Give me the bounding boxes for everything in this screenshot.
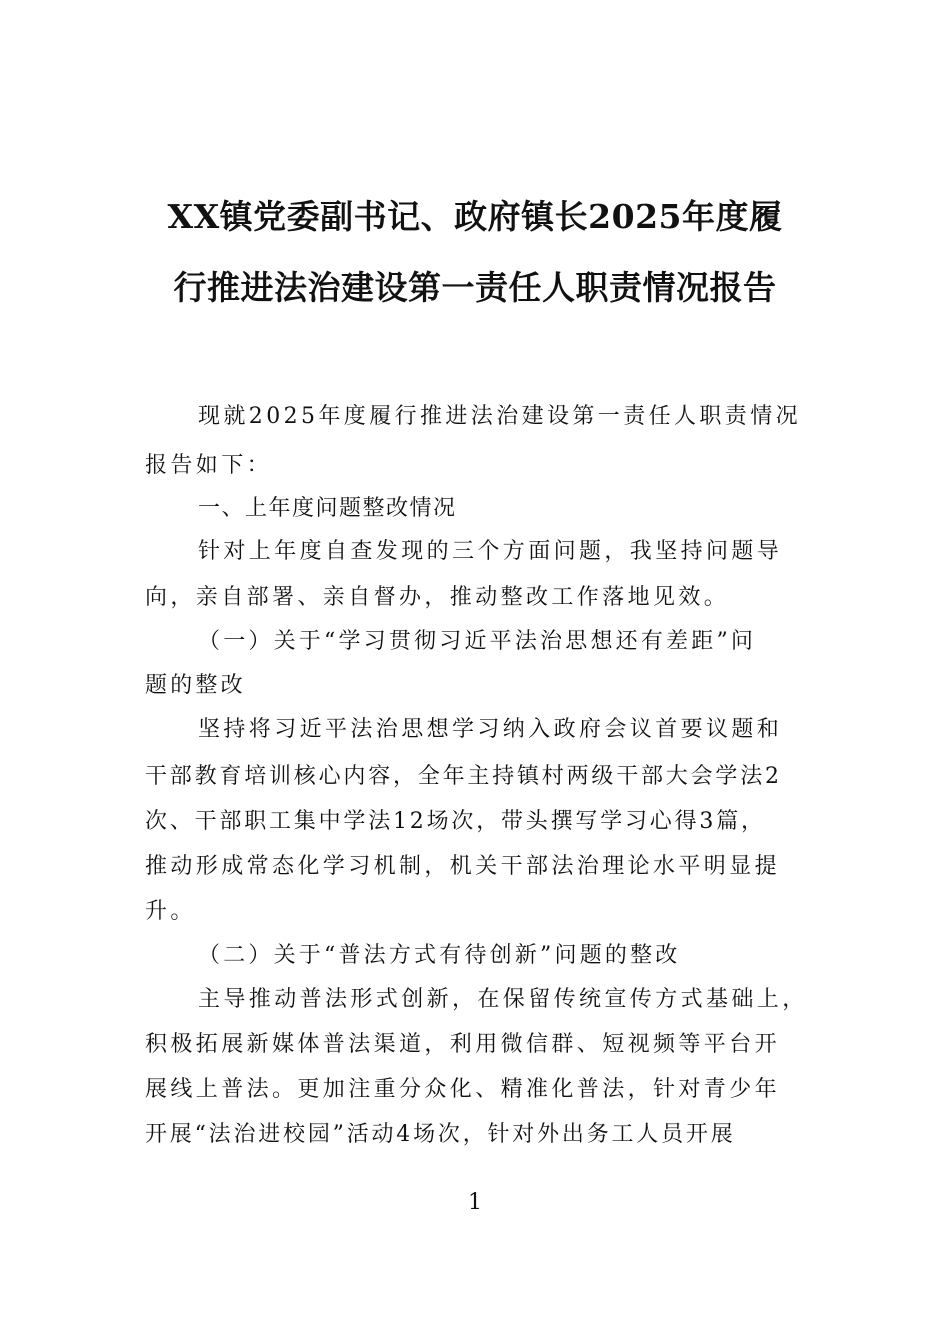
intro-line-1: 现就2025年度履行推进法治建设第一责任人职责情况 <box>198 404 801 429</box>
paragraph-1-line-1: 针对上年度自查发现的三个方面问题，我坚持问题导 <box>198 539 783 564</box>
page-number: 1 <box>468 1190 482 1215</box>
paragraph-3-line-1: 主导推动普法形式创新，在保留传统宣传方式基础上， <box>198 987 808 1012</box>
paragraph-1-line-2: 向，亲自部署、亲自督办，推动整改工作落地见效。 <box>145 585 730 610</box>
paragraph-3-line-2: 积极拓展新媒体普法渠道，利用微信群、短视频等平台开 <box>145 1032 781 1057</box>
paragraph-2-line-2: 干部教育培训核心内容，全年主持镇村两级干部大会学法2 <box>145 764 782 789</box>
intro-line-2: 报告如下： <box>145 453 273 478</box>
paragraph-2-line-3: 次、干部职工集中学法12场次，带头撰写学习心得3篇， <box>145 809 766 834</box>
document-title-line-2: 行推进法治建设第一责任人职责情况报告 <box>173 268 777 307</box>
section-heading-1: 一、上年度问题整改情况 <box>198 496 457 521</box>
document-title-line-1: XX镇党委副书记、政府镇长2025年度履 <box>167 197 783 236</box>
subheading-2: （二）关于“普法方式有待创新”问题的整改 <box>198 943 681 968</box>
paragraph-2-line-5: 升。 <box>145 899 196 924</box>
paragraph-3-line-3: 展线上普法。更加注重分众化、精准化普法，针对青少年 <box>145 1077 781 1102</box>
paragraph-2-line-4: 推动形成常态化学习机制，机关干部法治理论水平明显提 <box>145 854 781 879</box>
paragraph-3-line-4: 开展“法治进校园”活动4场次，针对外出务工人员开展 <box>145 1122 736 1147</box>
subheading-1-line-1: （一）关于“学习贯彻习近平法治思想还有差距”问 <box>198 629 757 654</box>
paragraph-2-line-1: 坚持将习近平法治思想学习纳入政府会议首要议题和 <box>198 717 783 742</box>
subheading-1-line-2: 题的整改 <box>145 673 246 698</box>
